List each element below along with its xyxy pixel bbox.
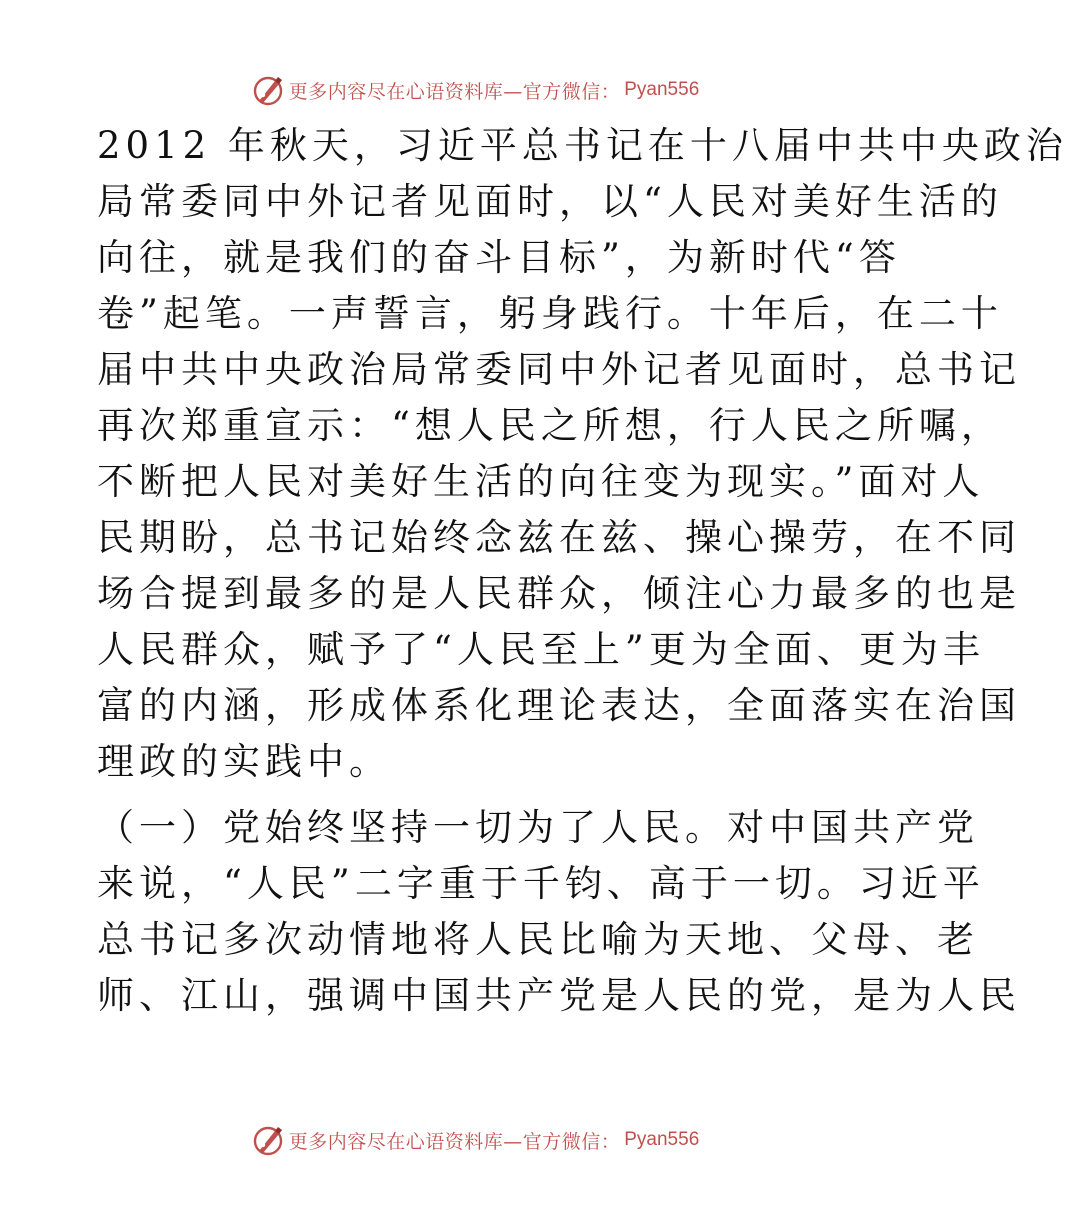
document-body bbox=[97, 118, 1068, 1024]
watermark-wechat-id: Pyan556 bbox=[624, 1129, 700, 1150]
pen-circle-logo-icon bbox=[251, 1123, 285, 1157]
text-line: 富的内涵，形成体系化理论表达，全面落实在治国 bbox=[97, 684, 1021, 727]
paragraph-spacer bbox=[97, 790, 857, 800]
text-line: 总书记多次动情地将人民比喻为天地、父母、老 bbox=[97, 918, 979, 961]
text-line: 卷”起笔。一声誓言，躬身践行。十年后，在二十 bbox=[97, 292, 1003, 335]
watermark-text: 更多内容尽在心语资料库—官方微信： bbox=[288, 1130, 621, 1153]
page-header-watermark bbox=[0, 72, 950, 108]
watermark bbox=[251, 1123, 700, 1157]
text-line: （一）党始终坚持一切为了人民。对中国共产党 bbox=[97, 806, 979, 849]
text-line: 理政的实践中。 bbox=[97, 740, 391, 783]
text-line: 场合提到最多的是人民群众，倾注心力最多的也是 bbox=[97, 572, 1021, 615]
text-line: 来说，“人民”二字重于千钧、高于一切。习近平 bbox=[97, 862, 985, 905]
text-line: 师、江山，强调中国共产党是人民的党，是为人民 bbox=[97, 974, 1021, 1017]
text-line: 届中共中央政治局常委同中外记者见面时，总书记 bbox=[97, 348, 1021, 391]
text-line: 再次郑重宣示：“想人民之所想，行人民之所嘱， bbox=[97, 404, 1003, 447]
watermark bbox=[251, 73, 700, 107]
text-line: 民期盼，总书记始终念兹在兹、操心操劳，在不同 bbox=[97, 516, 1021, 559]
text-line: 不断把人民对美好生活的向往变为现实。”面对人 bbox=[97, 460, 985, 503]
text-line: 局常委同中外记者见面时，以“人民对美好生活的 bbox=[97, 180, 1003, 223]
paragraph bbox=[97, 118, 1068, 790]
watermark-wechat-id: Pyan556 bbox=[624, 79, 700, 100]
pen-circle-logo-icon bbox=[251, 73, 285, 107]
paragraph bbox=[97, 800, 1021, 1024]
watermark-text: 更多内容尽在心语资料库—官方微信： bbox=[288, 80, 621, 103]
text-line: 2012 年秋天，习近平总书记在十八届中共中央政治 bbox=[97, 124, 1068, 167]
text-line: 向往，就是我们的奋斗目标”，为新时代“答 bbox=[97, 236, 901, 279]
text-line: 人民群众，赋予了“人民至上”更为全面、更为丰 bbox=[97, 628, 985, 671]
page-footer-watermark bbox=[0, 1122, 950, 1158]
